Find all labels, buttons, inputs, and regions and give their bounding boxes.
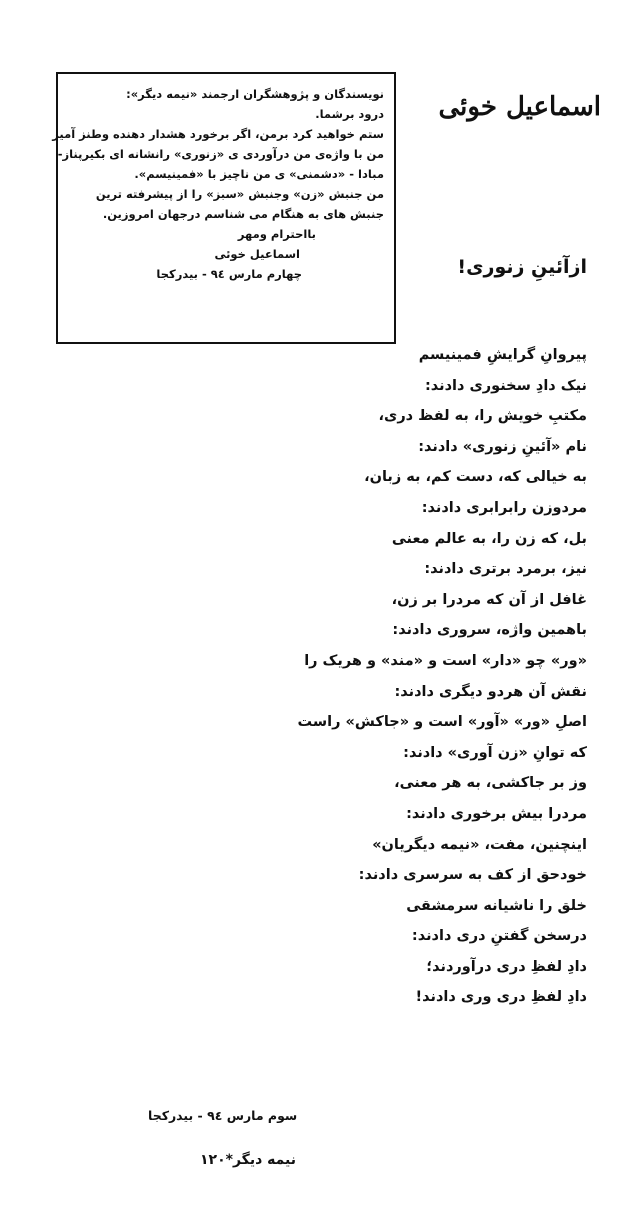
poem-line: خودحق از کف به سرسری دادند: bbox=[358, 867, 587, 884]
poem-line: مردرا بیش برخوری دادند: bbox=[406, 805, 587, 822]
letter-line: جنبش های به هنگام می شناسم درجهان امروزین. bbox=[102, 207, 384, 221]
author-name: اسماعیل خوئی bbox=[438, 92, 601, 122]
poem-line: نام «آئینِ زنوری» دادند: bbox=[418, 438, 587, 455]
poem-line: اصلِ «ور» «آور» است و «جاکش» راست bbox=[297, 714, 587, 731]
poem-body bbox=[227, 340, 587, 1013]
poem-line: به خیالی که، دست کم، به زبان، bbox=[364, 469, 587, 486]
poem-line: درسخن گفتنِ دری دادند: bbox=[411, 928, 587, 945]
poem-line: اینچنین، مفت، «نیمه دیگریان» bbox=[372, 836, 587, 853]
letter-box bbox=[52, 72, 396, 344]
letter-line: ستم خواهید کرد برمن، اگر برخورد هشدار دهنده وطنز آمیز bbox=[52, 127, 384, 141]
poem-line: بل، که زن را، به عالم معنی bbox=[391, 530, 587, 547]
letter-line: درود برشما. bbox=[315, 107, 384, 121]
poem-line: باهمین واژه، سروری دادند: bbox=[392, 622, 587, 639]
letter-signature: اسماعیل خوئی bbox=[214, 247, 300, 261]
letter-line: نویسندگان و پژوهشگران ارجمند «نیمه دیگر»: bbox=[126, 87, 384, 101]
poem-title: ازآئینِ زنوری! bbox=[457, 256, 587, 278]
letter-date: چهارم مارس ۹٤ - بیدرکجا bbox=[156, 267, 302, 281]
poem-line: «ور» چو «دار» است و «مند» و هریک را bbox=[304, 652, 587, 669]
poem-line: غافل از آن که مردرا بر زن، bbox=[391, 591, 587, 608]
page-number-footer: نیمه دیگر*۱۲۰ bbox=[200, 1152, 296, 1168]
letter-line: مبادا - «دشمنی» ی من ناچیز با «فمینیسم». bbox=[134, 167, 384, 181]
letter-closing: بااحترام ومهر bbox=[237, 227, 316, 241]
poem-line: دادِ لفظِ دری وری دادند! bbox=[415, 989, 587, 1006]
poem-line: دادِ لفظِ دری درآوردند؛ bbox=[426, 958, 587, 975]
poem-line: پیروانِ گرایشِ فمینیسم bbox=[418, 347, 587, 363]
poem-date: سوم مارس ۹٤ - بیدرکجا bbox=[148, 1108, 298, 1123]
poem-line: نقش آن هردو دیگری دادند: bbox=[394, 683, 587, 700]
letter-line: من با واژه‌ی من درآوردی ی «زنوری» رانشانه ای بکیرپناز- bbox=[57, 147, 384, 161]
poem-line: وز بر جاکشی، به هر معنی، bbox=[394, 775, 587, 792]
poem-line: خلق را ناشیانه سرمشقی bbox=[406, 897, 587, 914]
letter-line: من جنبش «زن» وجنبش «سبز» را از پیشرفته ترین bbox=[95, 187, 384, 201]
poem-line: مکتبِ خویش را، به لفظ دری، bbox=[378, 408, 587, 425]
poem-line: نیک دادِ سخنوری دادند: bbox=[424, 377, 587, 394]
poem-line: مردوزن رابرابری دادند: bbox=[421, 499, 587, 516]
poem-line: نیز، برمرد برتری دادند: bbox=[424, 561, 587, 578]
poem-line: که توانِ «زن آوری» دادند: bbox=[403, 744, 587, 761]
